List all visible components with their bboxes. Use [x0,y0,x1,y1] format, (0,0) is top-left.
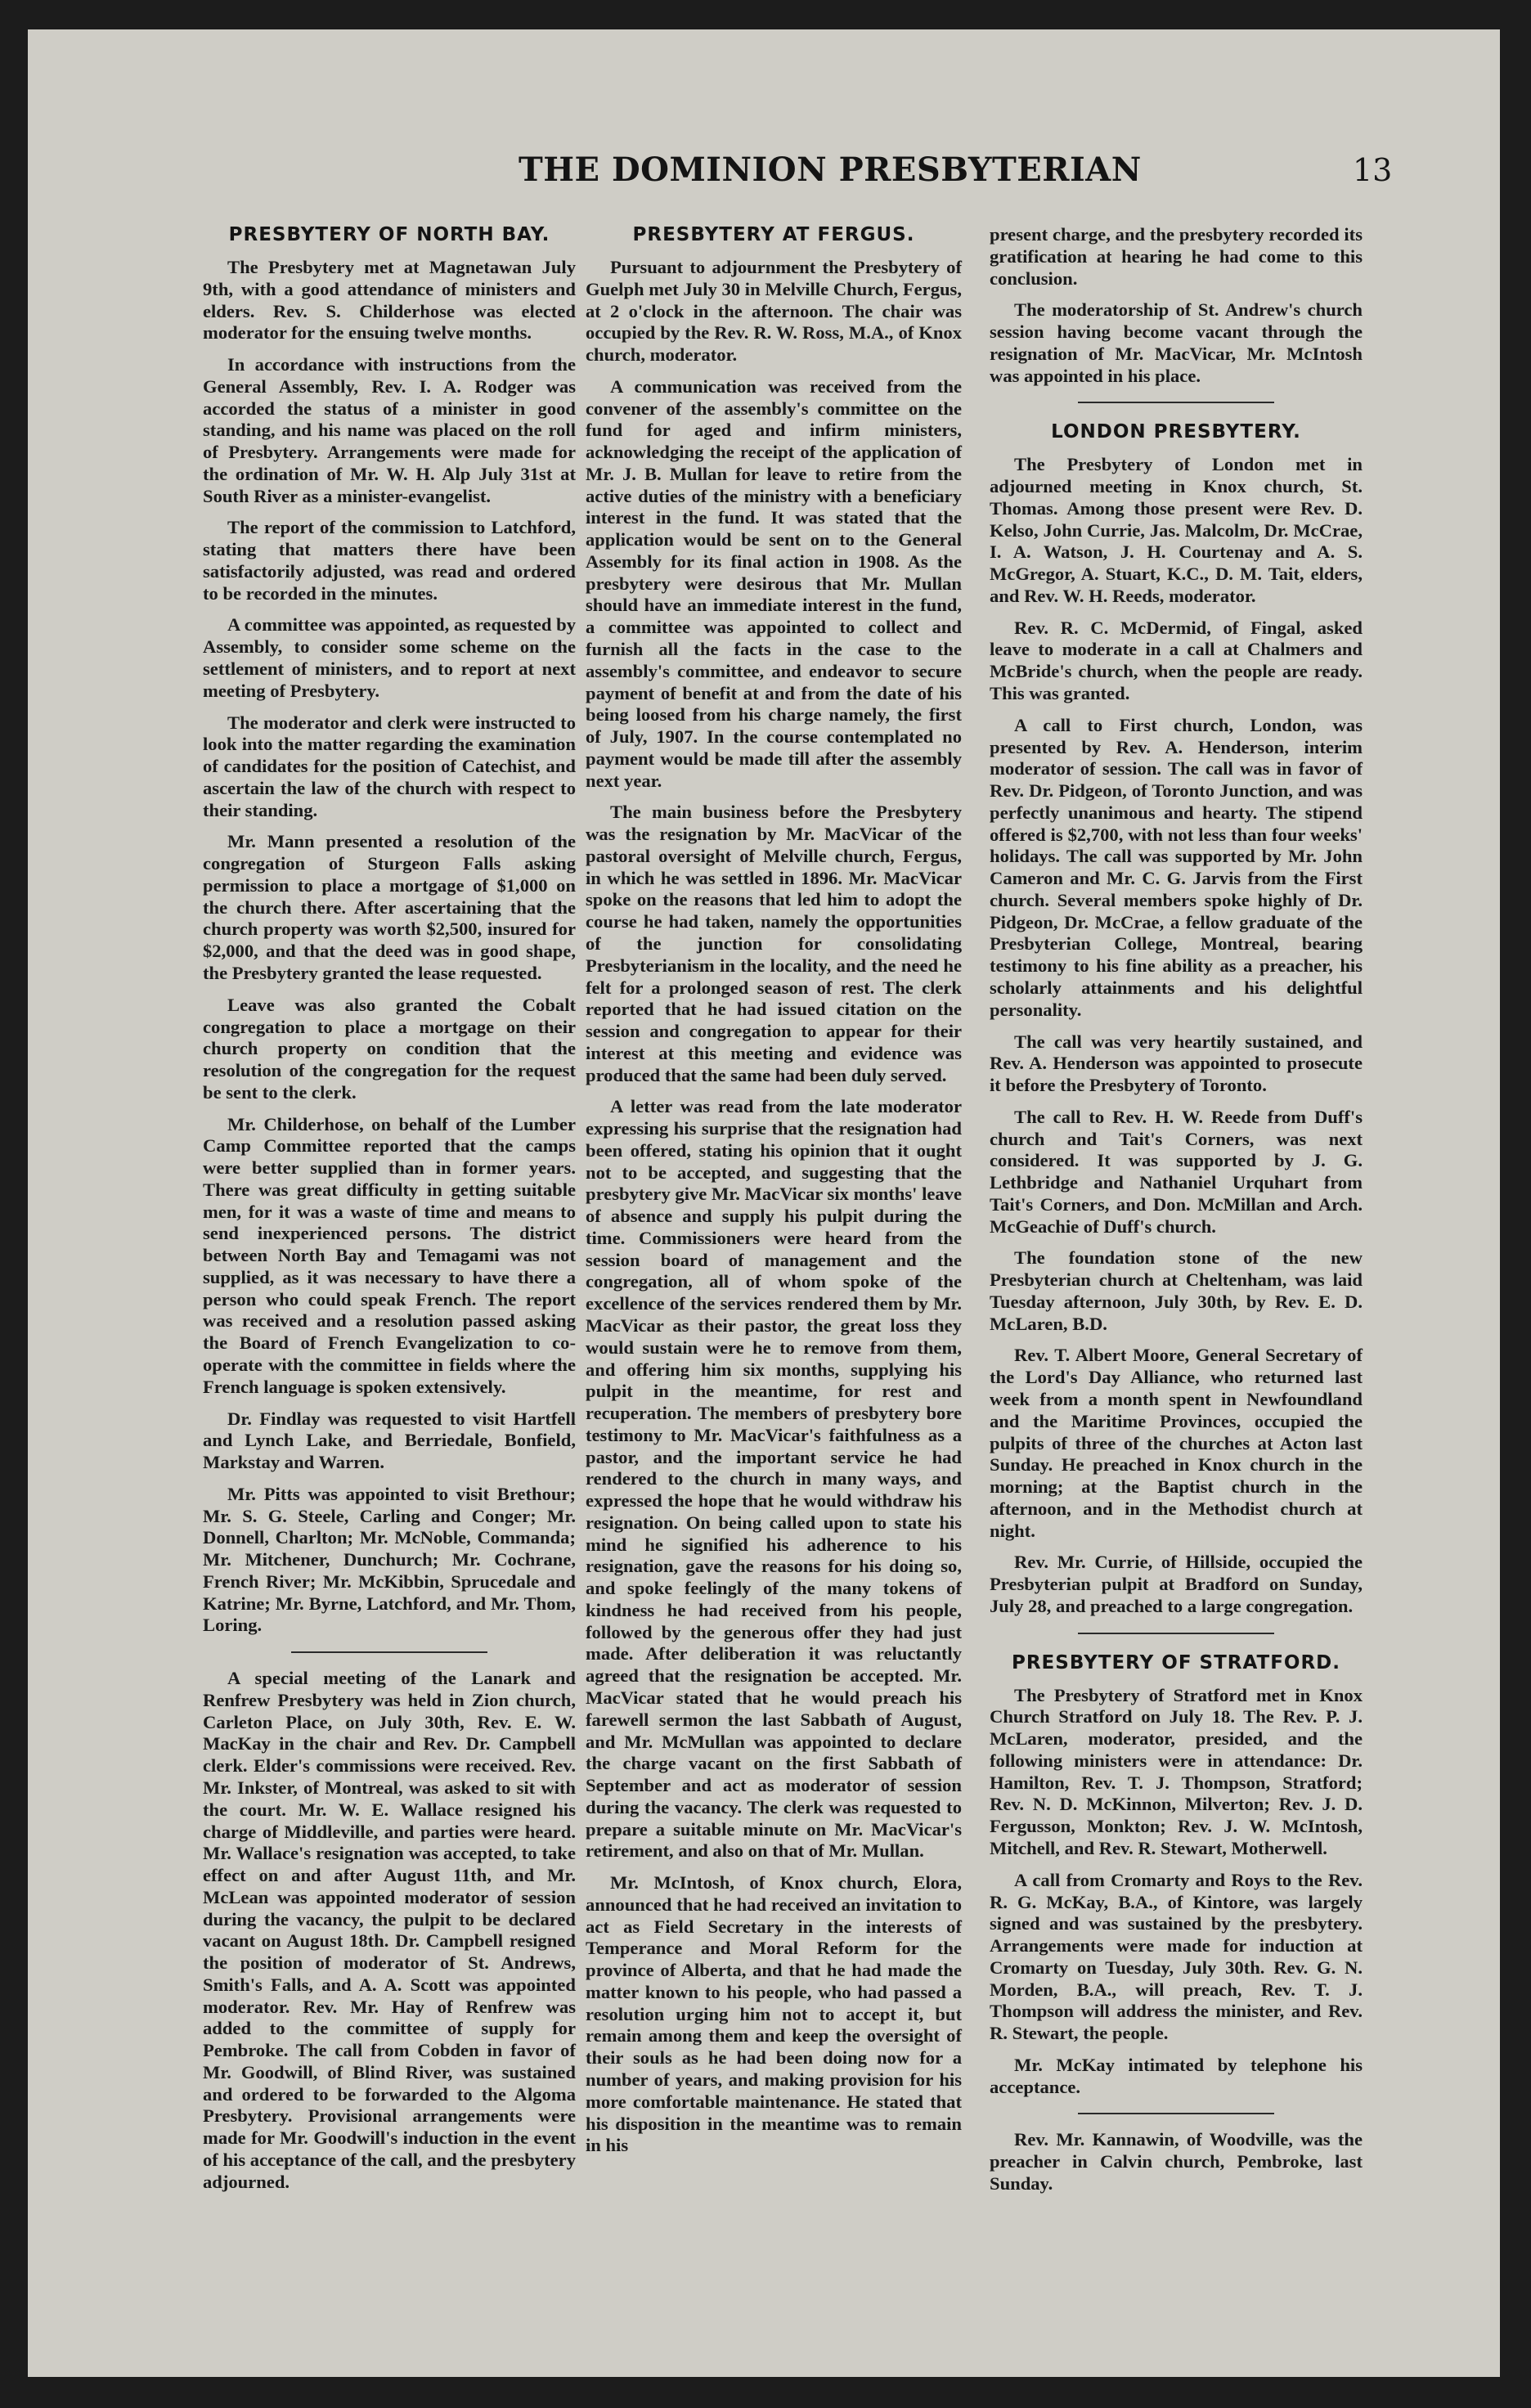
article-paragraph: A call to First church, London, was presented by Rev. A. Henderson, interim moderator of session. The call was in favor of Rev. Dr. Pidgeon, of Toronto Junction, and was perfectly unanimous and hearty. The stipend offered is $2,700, with not less than four weeks' holidays. The call was supported by Mr. John Cameron and Mr. C. G. Jarvis from the First church. Several members spoke highly of Dr. Pidgeon, Dr. McCrae, a fellow graduate of the Presbyterian College, Montreal, bearing testimony to his fine ability as a preacher, his scholarly attainments and his delightful personality. [990,714,1363,1020]
article-paragraph: Mr. McIntosh, of Knox church, Elora, announced that he had received an invitation to act as Field Secretary in the interests of Temperance and Moral Reform for the province of Alberta, and that he had made the matter known to his people, who had passed a resolution urging him not to accept it, but remain among them and keep the oversight of their souls as he had been doing now for a number of years, and making provision for his more comfortable maintenance. He stated that his disposition in the meantime was to remain in his [586,1872,962,2156]
section-divider [1078,402,1274,403]
section-heading: PRESBYTERY AT FERGUS. [632,224,915,245]
column-left [203,224,576,2204]
article-paragraph: The report of the commission to Latchford, stating that matters there have been satisfactorily adjusted, was read and ordered to be recorded in the minutes. [203,517,576,604]
article-paragraph: In accordance with instructions from the General Assembly, Rev. I. A. Rodger was accorded the status of a minister in good standing, and his name was placed on the roll of Presbytery. Arrangements were made for the ordination of Mr. W. H. Alp July 31st at South River as a minister-evangelist. [203,354,576,506]
article-paragraph: The call was very heartily sustained, and Rev. A. Henderson was appointed to prosecute it before the Presbytery of Toronto. [990,1031,1363,1096]
section-heading: PRESBYTERY OF STRATFORD. [1011,1651,1341,1673]
section-heading: PRESBYTERY OF NORTH BAY. [228,224,550,245]
article-paragraph: The Presbytery met at Magnetawan July 9th, with a good attendance of ministers and elders. Rev. S. Childerhose was elected moderator for the ensuing twelve months. [203,257,576,344]
article-paragraph: A committee was appointed, as requested by Assembly, to consider some scheme on the settlement of ministers, and to report at next meeting of Presbytery. [203,614,576,701]
column-right [990,224,1363,2205]
article-paragraph: The moderatorship of St. Andrew's church session having become vacant through the resignation of Mr. MacVicar, Mr. McIntosh was appointed in his place. [990,299,1363,386]
article-paragraph: The main business before the Presbytery was the resignation by Mr. MacVicar of the pastoral oversight of Melville church, Fergus, in which he was settled in 1896. Mr. MacVicar spoke on the reasons that led him to adopt the course he had taken, namely the opportunities of the junction for consolidating Presbyterianism in the locality, and the need he felt for a prolonged season of rest. The clerk reported that he had issued citation on the session and congregation to appear for their interest at this meeting and evidence was produced that the same had been duly served. [586,802,962,1085]
page-number: 13 [1353,152,1393,188]
newspaper-page [28,29,1500,2377]
article-paragraph: A communication was received from the convener of the assembly's committee on the fund for aged and infirm ministers, acknowledging the receipt of the application of Mr. J. B. Mullan for leave to retire from the active duties of the ministry with a beneficiary interest in the fund. It was stated that the application would be sent on to the General Assembly for its final action in 1908. As the presbytery were desirous that Mr. Mullan should have an immediate interest in the fund, a committee was appointed to collect and furnish all the facts in the case to the assembly's committee, and endeavor to secure payment of benefit at and from the date of his being loosed from his charge namely, the first of July, 1907. In the course contemplated no payment would be made till after the assembly next year. [586,375,962,791]
article-paragraph: Leave was also granted the Cobalt congregation to place a mortgage on their church property on condition that the resolution of the congregation for the request be sent to the clerk. [203,994,576,1103]
article-paragraph: The call to Rev. H. W. Reede from Duff's church and Tait's Corners, was next considered. It was supported by J. G. Lethbridge and Nathaniel Urquhart from Tait's Corners, and Don. McMillan and Arch. McGeachie of Duff's church. [990,1106,1363,1237]
article-paragraph: A letter was read from the late moderator expressing his surprise that the resignation had been offered, stating his opinion that it ought not to be accepted, and suggesting that the presbytery give Mr. MacVicar six months' leave of absence and supply his pulpit during the time. Commissioners were heard from the session board of management and the congregation, all of whom spoke of the excellence of the services rendered them by Mr. MacVicar as their pastor, the great loss they would sustain were he to remove from them, and offering him six months, supplying his pulpit in the meantime, for rest and recuperation. The members of presbytery bore testimony to Mr. MacVicar's faithfulness as a pastor, and the important service he had rendered to the church in many ways, and expressed the hope that he would withdraw his resignation. On being called upon to state his mind he signified his adherence to his resignation, gave the reasons for his doing so, and spoke feelingly of the many tokens of kindness he had received from his people, followed by the generous offer they had just made. After deliberation it was reluctantly agreed that the resignation be accepted. Mr. MacVicar stated that he would preach his farewell sermon the last Sabbath of August, and Mr. McMullan was appointed to declare the charge vacant on the first Sabbath of September and act as moderator of session during the vacancy. The clerk was requested to prepare a suitable minute on Mr. MacVicar's retirement, and also on that of Mr. Mullan. [586,1096,962,1862]
article-paragraph: Pursuant to adjournment the Presbytery of Guelph met July 30 in Melville Church, Fergus, at 2 o'clock in the afternoon. The chair was occupied by the Rev. R. W. Ross, M.A., of Knox church, moderator. [586,257,962,366]
article-paragraph: The foundation stone of the new Presbyterian church at Cheltenham, was laid Tuesday afternoon, July 30th, by Rev. E. D. McLaren, B.D. [990,1247,1363,1334]
section-divider [1078,1633,1274,1634]
article-paragraph: Mr. Mann presented a resolution of the congregation of Sturgeon Falls asking permission to place a mortgage of $1,000 on the church there. After ascertaining that the church property was worth $2,500, insured for $2,000, and that the deed was in good shape, the Presbytery granted the lease requested. [203,831,576,983]
article-paragraph: A call from Cromarty and Roys to the Rev. R. G. McKay, B.A., of Kintore, was largely signed and was sustained by the presbytery. Arrangements were made for induction at Cromarty on Tuesday, July 30th. Rev. G. N. Morden, B.A., will preach, Rev. T. J. Thompson will address the minister, and Rev. R. Stewart, the people. [990,1869,1363,2044]
article-paragraph: Rev. T. Albert Moore, General Secretary of the Lord's Day Alliance, who returned last week from a month spent in Newfoundland and the Maritime Provinces, occupied the pulpits of three of the churches at Acton last Sunday. He preached in Knox church in the morning; at the Baptist church in the afternoon, and in the Methodist church at night. [990,1345,1363,1541]
article-paragraph: Mr. Pitts was appointed to visit Brethour; Mr. S. G. Steele, Carling and Conger; Mr. Donnell, Charlton; Mr. McNoble, Commanda; Mr. Mitchener, Dunchurch; Mr. Cochrane, French River; Mr. McKibbin, Sprucedale and Katrine; Mr. Byrne, Latchford, and Mr. Thom, Loring. [203,1483,576,1636]
section-divider [1078,2113,1274,2114]
article-paragraph: Rev. Mr. Kannawin, of Woodville, was the preacher in Calvin church, Pembroke, last Sunday. [990,2129,1363,2194]
article-paragraph: Rev. R. C. McDermid, of Fingal, asked leave to moderate in a call at Chalmers and McBride's church, when the people are ready. This was granted. [990,617,1363,704]
article-paragraph: Dr. Findlay was requested to visit Hartfell and Lynch Lake, and Berriedale, Bonfield, Markstay and Warren. [203,1408,576,1473]
column-middle [586,224,962,2167]
masthead-title: THE DOMINION PRESBYTERIAN [519,150,1142,189]
article-paragraph: present charge, and the presbytery recorded its gratification at hearing he had come to this conclusion. [990,224,1363,289]
article-paragraph: A special meeting of the Lanark and Renfrew Presbytery was held in Zion church, Carleton Place, on July 30th, Rev. E. W. MacKay in the chair and Rev. Dr. Campbell clerk. Elder's commissions were received. Rev. Mr. Inkster, of Montreal, was asked to sit with the court. Mr. W. E. Wallace resigned his charge of Middleville, and parties were heard. Mr. Wallace's resignation was accepted, to take effect on and after August 11th, and Mr. McLean was appointed moderator of session during the vacancy, the pulpit to be declared vacant on August 18th. Dr. Campbell resigned the position of moderator of St. Andrews, Smith's Falls, and A. A. Scott was appointed moderator. Rev. Mr. Hay of Renfrew was added to the committee of supply for Pembroke. The call from Cobden in favor of Mr. Goodwill, of Blind River, was sustained and ordered to be forwarded to the Algoma Presbytery. Provisional arrangements were made for Mr. Goodwill's induction in the event of his acceptance of the call, and the presbytery adjourned. [203,1668,576,2192]
article-paragraph: The moderator and clerk were instructed to look into the matter regarding the examination of candidates for the position of Catechist, and ascertain the law of the church with respect to their standing. [203,712,576,820]
article-paragraph: The Presbytery of Stratford met in Knox Church Stratford on July 18. The Rev. P. J. McLaren, moderator, presided, and the following ministers were in attendance: Dr. Hamilton, Rev. T. J. Thompson, Stratford; Rev. N. D. McKinnon, Milverton; Rev. J. D. Fergusson, Monkton; Rev. J. W. McIntosh, Mitchell, and Rev. R. Stewart, Motherwell. [990,1684,1363,1858]
section-divider [291,1651,487,1653]
article-paragraph: Rev. Mr. Currie, of Hillside, occupied the Presbyterian pulpit at Bradford on Sunday, July 28, and preached to a large congregation. [990,1552,1363,1616]
article-paragraph: The Presbytery of London met in adjourned meeting in Knox church, St. Thomas. Among those present were Rev. D. Kelso, John Currie, Jas. Malcolm, Dr. McCrae, I. A. Watson, J. H. Courtenay and A. S. McGregor, A. Stuart, K.C., D. M. Tait, elders, and Rev. W. H. Reeds, moderator. [990,454,1363,606]
section-heading: LONDON PRESBYTERY. [1051,421,1301,443]
article-paragraph: Mr. Childerhose, on behalf of the Lumber Camp Committee reported that the camps were better supplied than in former years. There was great difficulty in getting suitable men, for it was a waste of time and means to send inexperienced persons. The district between North Bay and Temagami was not supplied, as it was necessary to have there a person who could speak French. The report was received and a resolution passed asking the Board of French Evangelization to co-operate with the committee in fields where the French language is spoken extensively. [203,1113,576,1397]
article-paragraph: Mr. McKay intimated by telephone his acceptance. [990,2054,1363,2097]
